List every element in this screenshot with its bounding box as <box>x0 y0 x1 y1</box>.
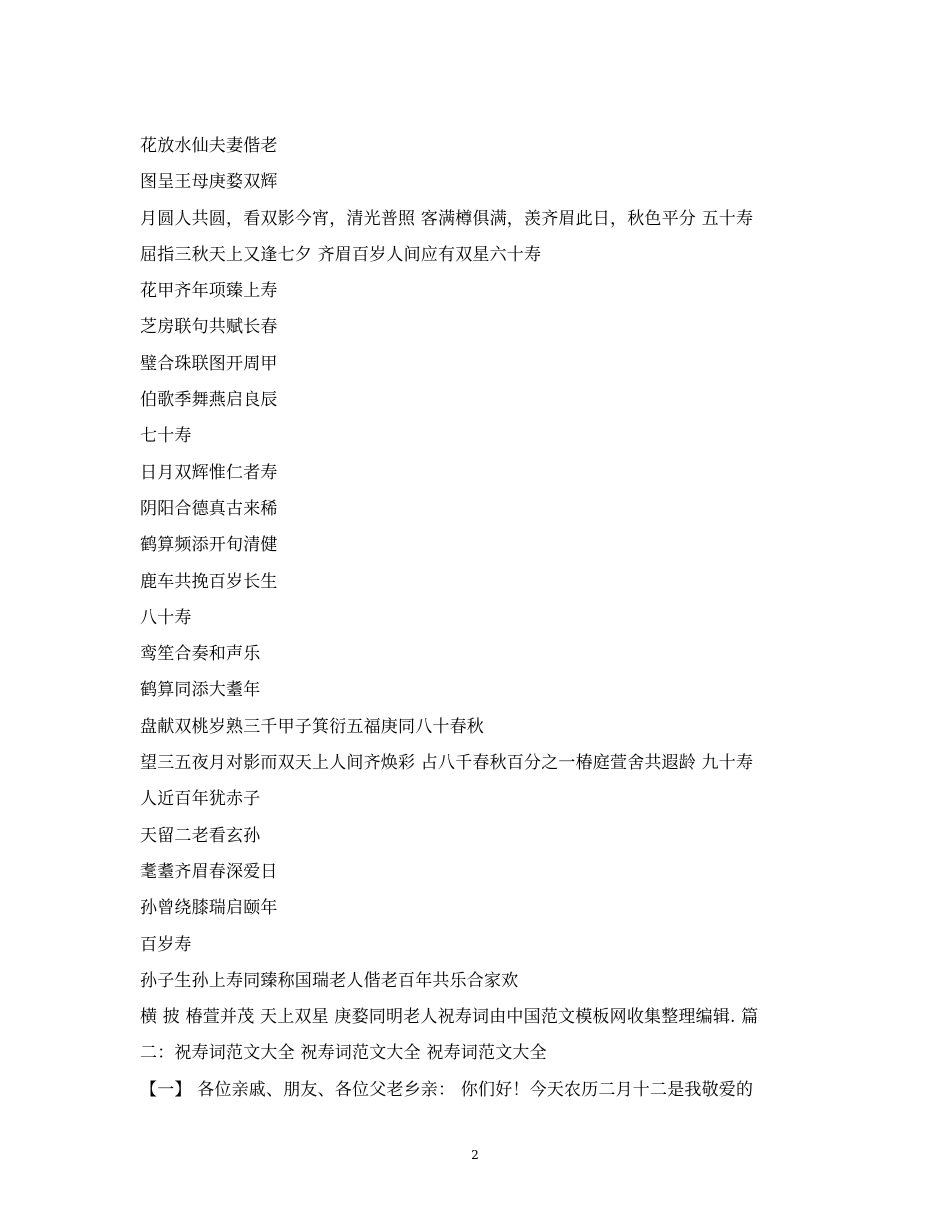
text-line: 鹤算频添开旬清健 <box>140 535 278 556</box>
text-line: 图呈王母庚婺双辉 <box>140 172 278 193</box>
text-line: 花放水仙夫妻偕老 <box>140 136 278 156</box>
text-line: 人近百年犹赤子 <box>140 789 261 810</box>
text-line: 耄耋齐眉春深爱日 <box>140 861 278 882</box>
text-line: 孙曾绕膝瑞启颐年 <box>140 898 278 919</box>
text-line: 伯歌季舞燕启良辰 <box>140 390 278 411</box>
text-line: 月圆人共圆，看双影今宵，清光普照 客满樽俱满，羡齐眉此日，秋色平分 五十寿 <box>140 208 754 229</box>
section-heading: 百岁寿 <box>140 934 192 955</box>
text-line: 鹿车共挽百岁长生 <box>140 571 278 592</box>
section-heading: 七十寿 <box>140 426 192 447</box>
text-line: 【一】 各位亲戚、朋友、各位父老乡亲： 你们好！今天农历二月十二是我敬爱的 <box>140 1079 754 1100</box>
text-line: 日月双辉惟仁者寿 <box>140 462 278 483</box>
body-text <box>140 128 820 1108</box>
text-line: 横 披 椿萱并茂 天上双星 庚婺同明老人祝寿词由中国范文模板网收集整理编辑. 篇 <box>140 1007 759 1028</box>
text-line: 孙子生孙上寿同臻称国瑞老人偕老百年共乐合家欢 <box>140 970 519 991</box>
text-line: 天留二老看玄孙 <box>140 825 261 846</box>
page-number: 2 <box>471 1148 479 1162</box>
text-line: 璧合珠联图开周甲 <box>140 353 278 374</box>
text-line: 屈指三秋天上又逢七夕 齐眉百岁人间应有双星六十寿 <box>140 244 542 265</box>
text-line: 望三五夜月对影而双天上人间齐焕彩 占八千春秋百分之一椿庭萱舍共遐龄 九十寿 <box>140 753 754 774</box>
text-line: 芝房联句共赋长春 <box>140 317 278 338</box>
text-line: 鸾笙合奏和声乐 <box>140 644 261 665</box>
text-line: 鹤算同添大耋年 <box>140 680 261 701</box>
text-line: 二：祝寿词范文大全 祝寿词范文大全 祝寿词范文大全 <box>140 1043 547 1064</box>
text-line: 花甲齐年项臻上寿 <box>140 281 278 302</box>
text-line: 阴阳合德真古来稀 <box>140 498 278 519</box>
text-line: 盘献双桃岁熟三千甲子箕衍五福庚同八十春秋 <box>140 716 484 737</box>
section-heading: 八十寿 <box>140 607 192 628</box>
